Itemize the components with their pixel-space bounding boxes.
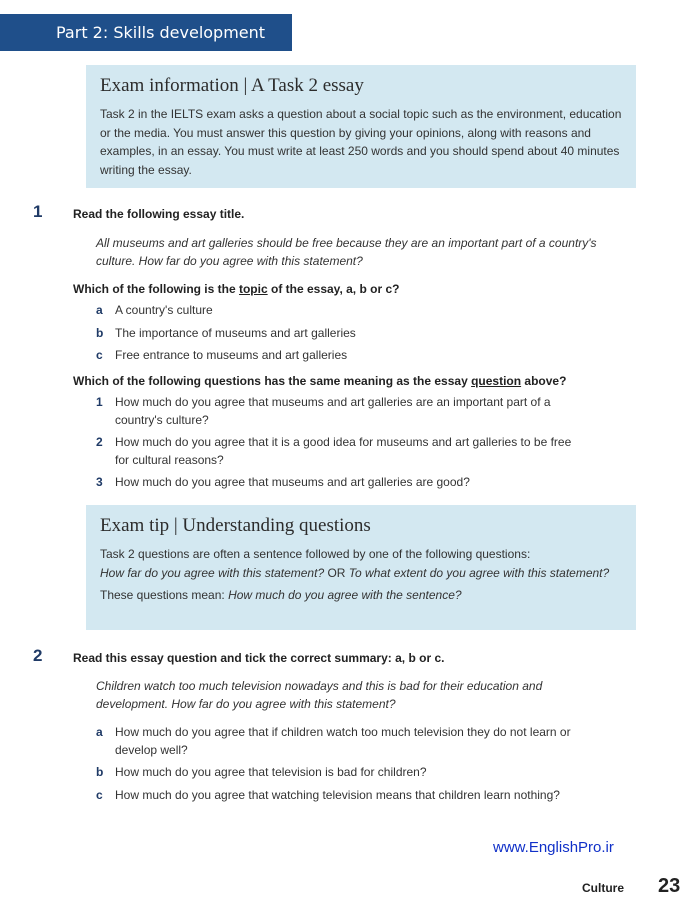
section-title: Part 2: Skills development [56, 23, 266, 42]
exam-information-box [86, 65, 636, 188]
exercise-1-number: 1 [33, 202, 43, 221]
exercise-1-instruction: Read the following essay title. [73, 207, 245, 221]
list-item: 2 How much do you agree that it is a good idea for museums and art galleries to be free for cultural reasons? [96, 435, 572, 467]
list-item: b The importance of museums and art galleries [96, 325, 356, 340]
list-item: 3 How much do you agree that museums and art galleries are good? [96, 475, 470, 489]
exercise-2-instruction: Read this essay question and tick the correct summary: a, b or c. [73, 651, 445, 665]
footer-section-name: Culture [582, 881, 624, 895]
underlined-question: question [471, 374, 522, 388]
question-meaning: Which of the following questions has the same meaning as the essay question above? [73, 374, 567, 388]
exam-information-title: Exam information | A Task 2 essay [100, 75, 364, 96]
section-header [0, 14, 292, 51]
list-item: a How much do you agree that if children watch too much television they do not learn or develop well? [96, 725, 571, 757]
exercise-2-options [96, 724, 636, 804]
list-item: c Free entrance to museums and art galleries [96, 348, 348, 362]
underlined-topic: topic [238, 282, 268, 296]
exam-information-text: Task 2 in the IELTS exam asks a question about a social topic such as the environment, education or the media. You must answer this question by giving your opinions, along with reasons and examples, in an essay. You must write at least 250 words and you should spend about 40 minutes writing the essay. [100, 107, 622, 177]
options-topic-list [96, 302, 636, 365]
list-item: c How much do you agree that watching television means that children learn nothing? [96, 787, 560, 802]
exercise-2-essay-question: Children watch too much television nowadays and this is bad for their education and development. How far do you agree with this statement? [96, 679, 543, 711]
page-number: 23 [658, 875, 681, 897]
website-link[interactable]: www.EnglishPro.ir [493, 839, 614, 856]
exam-tip-title: Exam tip | Understanding questions [100, 515, 371, 536]
list-item: 1 How much do you agree that museums and art galleries are an important part of a country's culture? [96, 395, 551, 427]
question-topic: Which of the following is the topic of the essay, a, b or c? [73, 282, 400, 296]
list-item: a A country's culture [96, 303, 213, 317]
list-item: b How much do you agree that television is bad for children? [96, 765, 427, 779]
exam-tip-box [86, 505, 636, 630]
options-meaning-list [96, 394, 636, 492]
exercise-1-essay-title: All museums and art galleries should be free because they are an important part of a country's culture. How far do you agree with this statement? [96, 236, 597, 268]
exam-tip-text: Task 2 questions are often a sentence followed by one of the following questions: How far do you agree with this statement? OR To what extent do you agree with this statement? These questions mean: How much do you agree with the sentence? [100, 547, 610, 602]
exercise-2-number: 2 [33, 646, 43, 665]
